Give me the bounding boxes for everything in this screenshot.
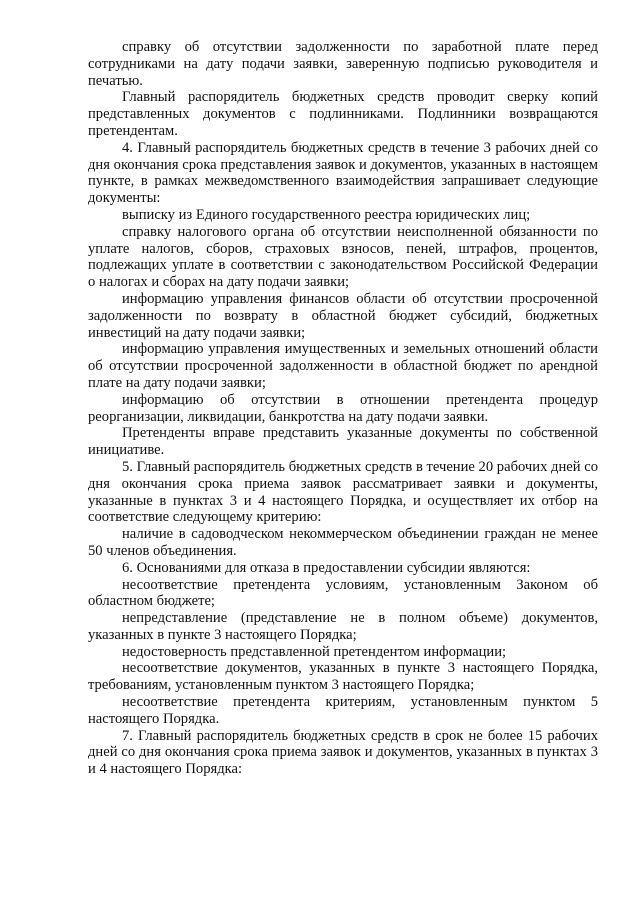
paragraph-refusal-requirements: несоответствие документов, указанных в пункте 3 настоящего Порядка, требованиям, установленным пунктом 3 настоящего Порядка; (88, 660, 598, 694)
paragraph-egrul-extract: выписку из Единого государственного реестра юридических лиц; (122, 206, 531, 223)
paragraph-item-7: 7. Главный распорядитель бюджетных средств в срок не более 15 рабочих дней со дня окончания срока приема заявок и документов, указанных в пунктах 3 и 4 настоящего Порядка: (88, 727, 598, 778)
paragraph-item-5: 5. Главный распорядитель бюджетных средств в течение 20 рабочих дней со дня окончания срока приема заявок рассматривает заявки и документы, указанные в пунктах 3 и 4 настоящего Порядка, и осуществляет их отбор на соответствие следующему критерию: (88, 458, 598, 526)
paragraph-own-initiative: Претенденты вправе представить указанные документы по собственной инициативе. (88, 425, 598, 459)
paragraph-refusal-conditions: несоответствие претендента условиям, установленным Законом об областном бюджете; (88, 576, 598, 610)
paragraph-finance-department-info: информацию управления финансов области об отсутствии просроченной задолженности по возврату в областной бюджет субсидий, бюджетных инвестиций на дату подачи заявки; (88, 290, 598, 341)
paragraph-verification-of-copies: Главный распорядитель бюджетных средств проводит сверку копий представленных документов с подлинниками. Подлинники возвращаются претендентам. (88, 89, 598, 139)
paragraph-certificate-salary-debt: справку об отсутствии задолженности по заработной плате перед сотрудниками на дату подачи заявки, заверенную подписью руководителя и печатью. (88, 39, 598, 89)
paragraph-refusal-criteria: несоответствие претендента критериям, установленным пунктом 5 настоящего Порядка. (88, 694, 598, 727)
paragraph-refusal-false-info: недостоверность представленной претендентом информации; (122, 643, 507, 660)
paragraph-item-4: 4. Главный распорядитель бюджетных средств в течение 3 рабочих дней со дня окончания срока представления заявок и документов, указанных в настоящем пункте, в рамках межведомственного взаимодействия запрашивает следующие документы: (88, 139, 598, 207)
paragraph-criterion-members: наличие в садоводческом некоммерческом объединении граждан не менее 50 членов объединения. (88, 526, 598, 559)
paragraph-item-6: 6. Основаниями для отказа в предоставлении субсидии являются: (122, 559, 531, 576)
paragraph-no-reorganization-info: информацию об отсутствии в отношении претендента процедур реорганизации, ликвидации, банкротства на дату подачи заявки. (88, 391, 598, 425)
paragraph-property-department-info: информацию управления имущественных и земельных отношений области об отсутствии просроченной задолженности в областной бюджет по арендной плате на дату подачи заявки; (88, 341, 598, 391)
paragraph-refusal-documents: непредставление (представление не в полном объеме) документов, указанных в пункте 3 настоящего Порядка; (88, 610, 598, 643)
paragraph-tax-certificate: справку налогового органа об отсутствии неисполненной обязанности по уплате налогов, сборов, страховых взносов, пеней, штрафов, процентов, подлежащих уплате в соответствии с законодательством Российской Федерации о налогах и сборах на дату подачи заявки; (88, 223, 598, 291)
document-page (88, 39, 598, 778)
